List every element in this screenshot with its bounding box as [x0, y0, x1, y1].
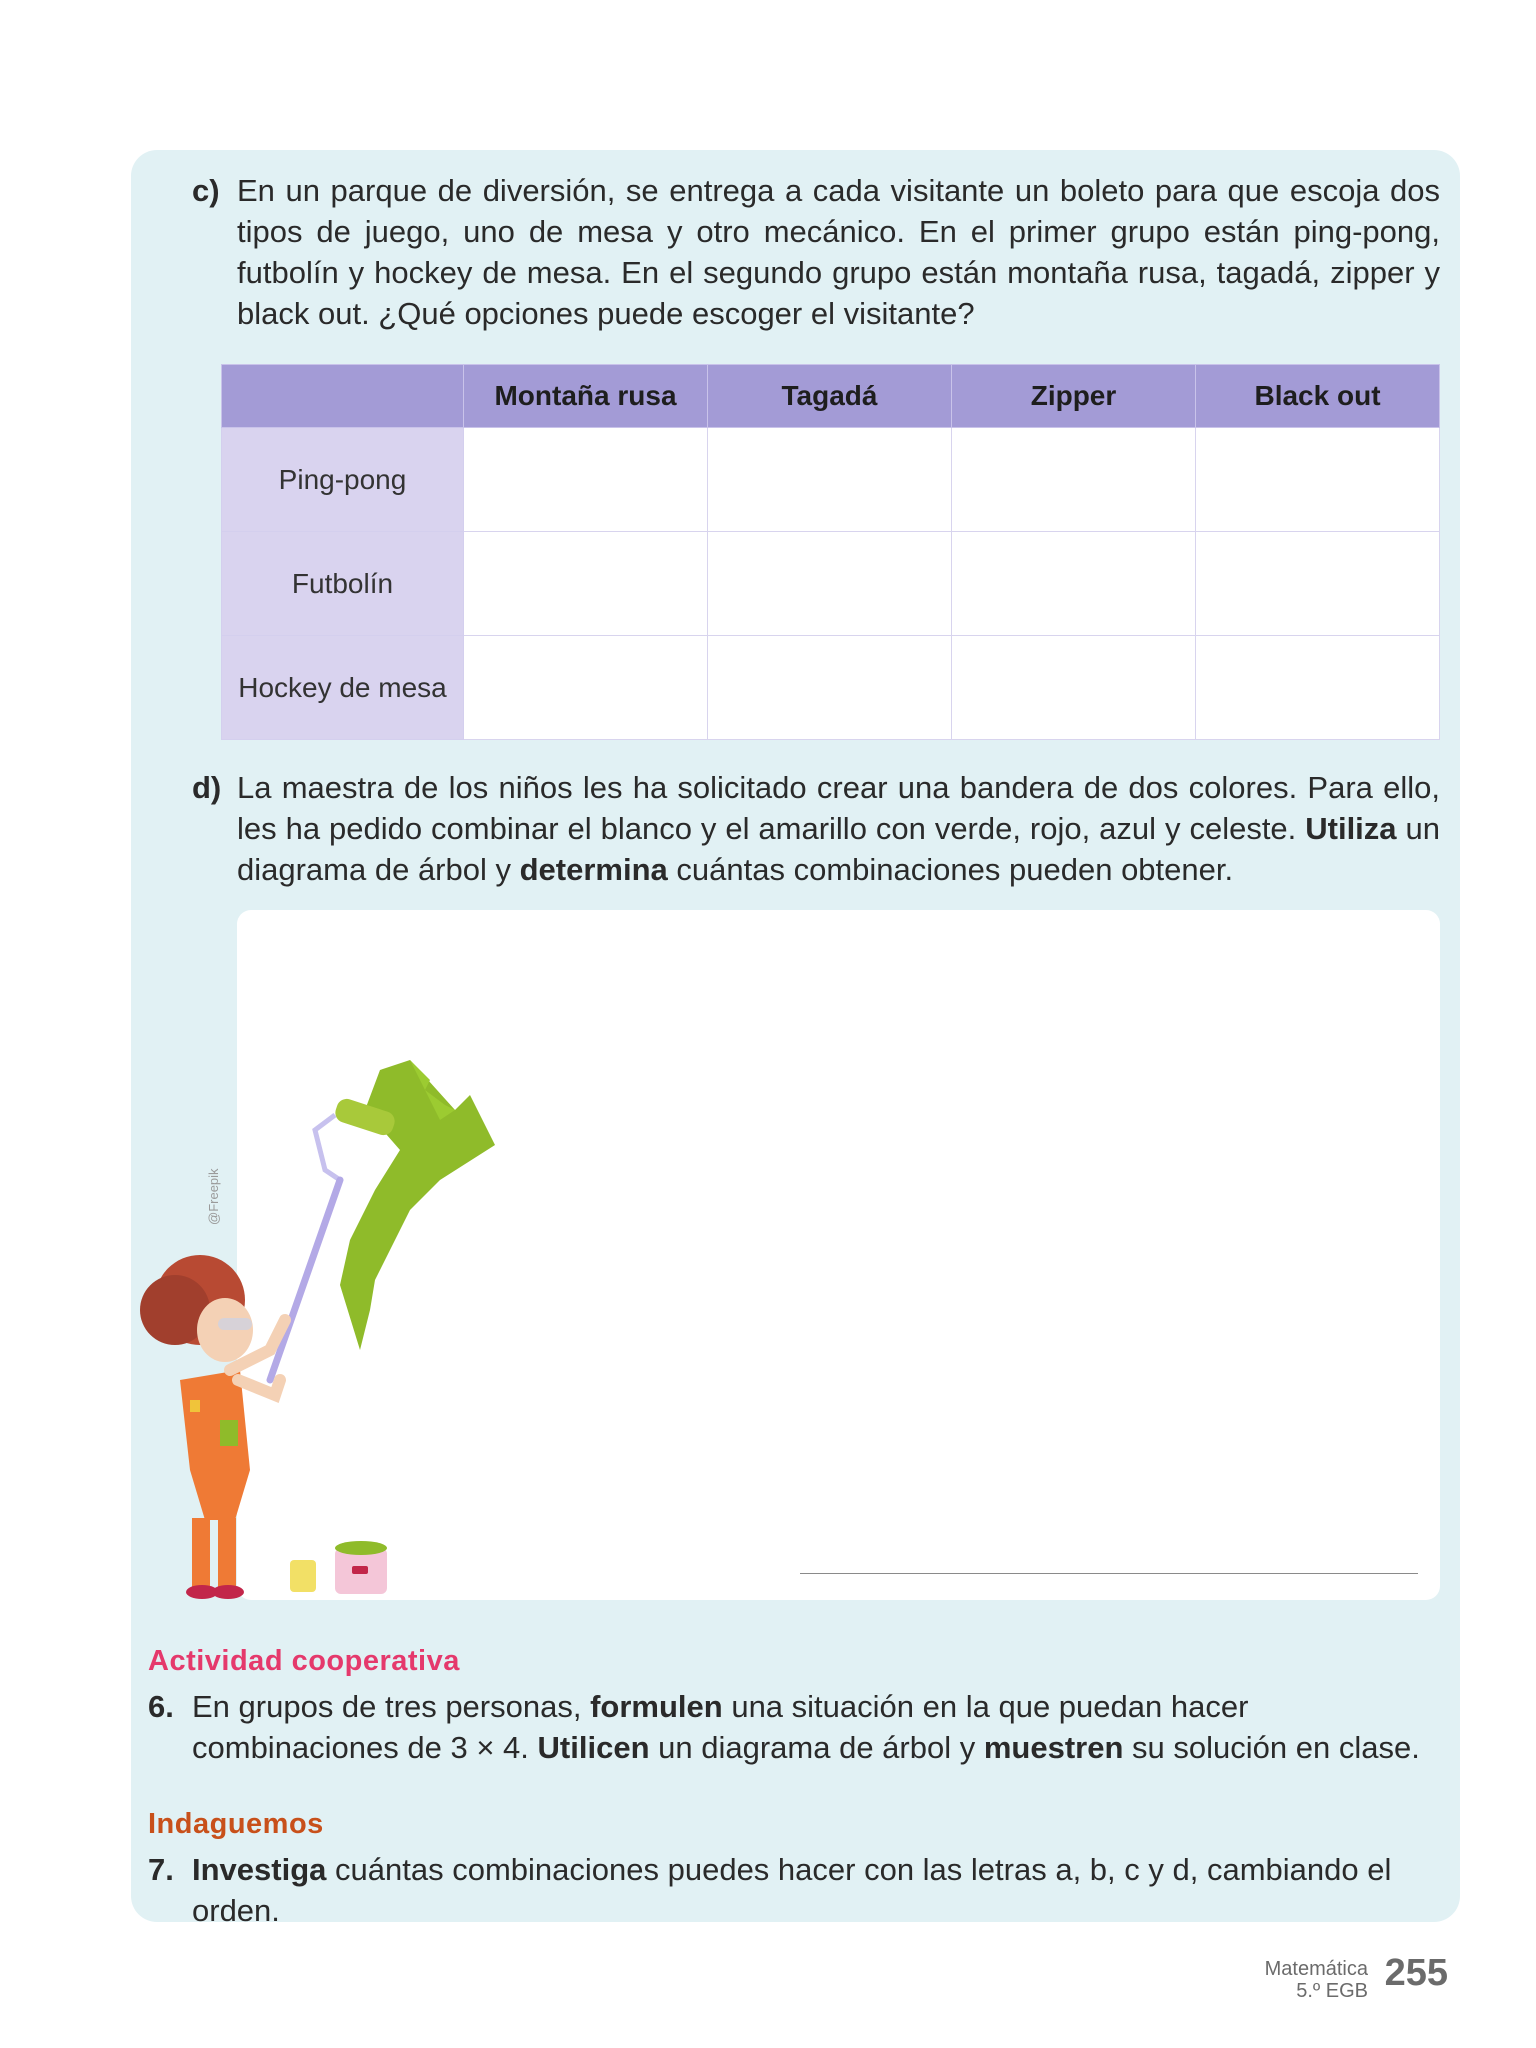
table-row	[222, 532, 1440, 636]
exercise-6-text-part: una situación en la que puedan hacer combinaciones de 3 × 4.	[192, 1689, 1249, 1765]
col-header-tagada: Tagadá	[708, 365, 952, 428]
table-row	[222, 428, 1440, 532]
exercise-7-number: 7.	[148, 1852, 174, 1887]
exercise-c-label: c)	[192, 173, 220, 208]
exercise-6-text	[192, 1686, 1440, 1768]
answer-cell[interactable]	[1196, 636, 1440, 740]
cooperative-activity-title: Actividad cooperativa	[148, 1645, 460, 1677]
exercise-c-text: En un parque de diversión, se entrega a cada visitante un boleto para que escoja dos tipos de juego, uno de mesa y otro mecánico. En el primer grupo están ping-pong, futbolín y hockey de mesa. En el segundo grupo están montaña rusa, tagadá, zipper y black out. ¿Qué opciones puede escoger el visitante?	[237, 173, 1440, 331]
row-header-ping-pong: Ping-pong	[222, 428, 464, 532]
footer-grade: 5.º EGB	[1296, 1980, 1368, 2002]
indaguemos-title: Indaguemos	[148, 1808, 324, 1840]
footer-subject	[1265, 1958, 1368, 2002]
table-header-row	[222, 365, 1440, 428]
exercise-c	[192, 170, 1440, 334]
exercise-d-text-part: un diagrama de árbol y	[237, 811, 1440, 887]
combinations-table	[221, 364, 1440, 740]
exercise-6-text-part: un diagrama de árbol y	[658, 1730, 976, 1765]
row-header-futbolin: Futbolín	[222, 532, 464, 636]
answer-line[interactable]	[800, 1573, 1418, 1574]
exercise-7-text	[192, 1849, 1440, 1931]
exercise-6-number: 6.	[148, 1689, 174, 1724]
page-number: 255	[1384, 1952, 1448, 1994]
answer-cell[interactable]	[708, 428, 952, 532]
table-row	[222, 636, 1440, 740]
child-painting-wall-icon	[110, 1050, 510, 1610]
exercise-6-text-part: En grupos de tres personas,	[192, 1689, 582, 1724]
exercise-7	[148, 1849, 1440, 1931]
exercise-6-verb-muestren: muestren	[983, 1730, 1124, 1765]
answer-cell[interactable]	[464, 532, 708, 636]
exercise-d	[192, 767, 1440, 890]
answer-cell[interactable]	[708, 636, 952, 740]
answer-cell[interactable]	[708, 532, 952, 636]
answer-cell[interactable]	[952, 532, 1196, 636]
footer-subject-name: Matemática	[1264, 1958, 1368, 1980]
row-header-hockey-de-mesa: Hockey de mesa	[222, 636, 464, 740]
image-credit: @Freepik	[206, 1168, 221, 1225]
exercise-6	[148, 1686, 1440, 1768]
exercise-d-label: d)	[192, 770, 222, 805]
answer-cell[interactable]	[952, 428, 1196, 532]
table-corner-cell	[222, 365, 464, 428]
exercise-6-verb-formulen: formulen	[590, 1689, 723, 1724]
answer-cell[interactable]	[1196, 428, 1440, 532]
answer-cell[interactable]	[464, 636, 708, 740]
exercise-d-text-part: cuántas combinaciones pueden obtener.	[676, 852, 1234, 887]
exercise-6-text-part: su solución en clase.	[1132, 1730, 1420, 1765]
exercise-d-text-part: La maestra de los niños les ha solicitado crear una bandera de dos colores. Para ello, les ha pedido combinar el blanco y el amarillo con verde, rojo, azul y celeste.	[237, 770, 1440, 846]
col-header-black-out: Black out	[1196, 365, 1440, 428]
child-overall-icon	[180, 1370, 250, 1520]
paint-can-icon	[290, 1560, 316, 1592]
exercise-6-verb-utilicen: Utilicen	[537, 1730, 650, 1765]
exercise-7-verb-investiga: Investiga	[192, 1852, 327, 1887]
exercise-d-verb-utiliza: Utiliza	[1305, 811, 1397, 846]
exercise-d-verb-determina: determina	[519, 852, 668, 887]
col-header-montana-rusa: Montaña rusa	[464, 365, 708, 428]
exercise-7-text-part: cuántas combinaciones puedes hacer con las letras a, b, c y d, cambiando el orden.	[192, 1852, 1392, 1928]
answer-cell[interactable]	[952, 636, 1196, 740]
answer-cell[interactable]	[1196, 532, 1440, 636]
answer-cell[interactable]	[464, 428, 708, 532]
col-header-zipper: Zipper	[952, 365, 1196, 428]
green-paint-stroke-icon	[340, 1060, 495, 1350]
exercise-d-text	[237, 767, 1440, 890]
